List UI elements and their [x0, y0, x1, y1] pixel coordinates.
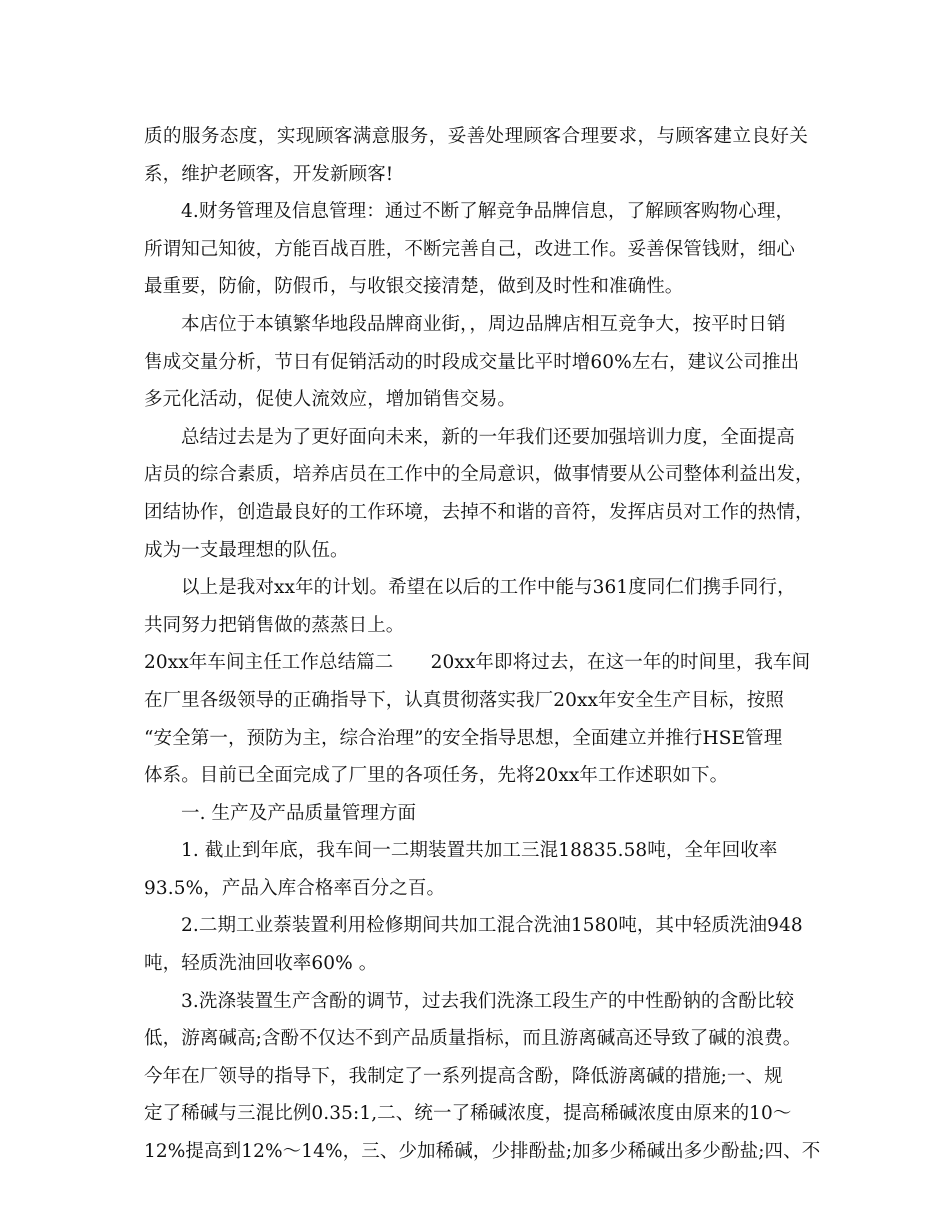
text-line: 成为一支最理想的队伍。	[144, 539, 349, 561]
text-line: “安全第一，预防为主，综合治理”的安全指导思想，全面建立并推行HSE管理	[144, 727, 783, 749]
text-line: 93.5%，产品入库合格率百分之百。	[144, 877, 446, 899]
paragraph-start: 总结过去是为了更好面向未来，新的一年我们还要加强培训力度，全面提高	[181, 426, 795, 448]
text-line: 在厂里各级领导的正确指导下，认真贯彻落实我厂20xx年安全生产目标，按照	[144, 689, 785, 711]
paragraph-start: 2.二期工业萘装置利用检修期间共加工混合洗油1580吨，其中轻质洗油948	[181, 915, 803, 937]
text-line: 低，游离碱高;含酚不仅达不到产品质量指标，而且游离碱高还导致了碱的浪费。	[144, 1028, 802, 1050]
text-line: 今年在厂领导的指导下，我制定了一系列提高含酚，降低游离碱的措施;一、规	[144, 1065, 783, 1087]
text-line: 共同努力把销售做的蒸蒸日上。	[144, 614, 405, 636]
document-body	[144, 118, 821, 1171]
paragraph-start: 3.洗涤装置生产含酚的调节，过去我们洗涤工段生产的中性酚钠的含酚比较	[181, 990, 795, 1012]
section-heading-line: 20xx年车间主任工作总结篇二 20xx年即将过去，在这一年的时间里，我车间	[144, 652, 811, 674]
text-line: 最重要，防偷，防假币，与收银交接清楚，做到及时性和准确性。	[144, 276, 684, 298]
text-line: 多元化活动，促使人流效应，增加销售交易。	[144, 389, 517, 411]
text-line: 体系。目前已全面完成了厂里的各项任务，先将20xx年工作述职如下。	[144, 765, 729, 787]
subsection-heading: 一. 生产及产品质量管理方面	[181, 802, 417, 824]
text-line: 系，维护老顾客，开发新顾客!	[144, 163, 394, 185]
paragraph-start: 1. 截止到年底，我车间一二期装置共加工三混18835.58吨，全年回收率	[181, 840, 778, 862]
text-line: 质的服务态度，实现顾客满意服务，妥善处理顾客合理要求，与顾客建立良好关	[144, 126, 808, 147]
text-line: 所谓知己知彼，方能百战百胜，不断完善自己，改进工作。妥善保管钱财，细心	[144, 238, 796, 260]
text-line: 售成交量分析，节日有促销活动的时段成交量比平时增60%左右，建议公司推出	[144, 351, 800, 373]
paragraph-start: 以上是我对xx年的计划。希望在以后的工作中能与361度同仁们携手同行，	[181, 577, 796, 599]
text-line: 吨，轻质洗油回收率60% 。	[144, 953, 378, 975]
text-line: 12%提高到12%～14%，三、少加稀碱，少排酚盐;加多少稀碱出多少酚盐;四、不	[144, 1141, 821, 1163]
paragraph-start: 4.财务管理及信息管理：通过不断了解竞争品牌信息，了解顾客购物心理，	[181, 201, 795, 223]
text-line: 店员的综合素质，培养店员在工作中的全局意识，做事情要从公司整体利益出发，	[144, 464, 814, 486]
paragraph-start: 本店位于本镇繁华地段品牌商业街，，周边品牌店相互竞争大，按平时日销	[181, 313, 786, 335]
text-line: 团结协作，创造最良好的工作环境，去掉不和谐的音符，发挥店员对工作的热情，	[144, 501, 814, 523]
text-line: 定了稀碱与三混比例0.35:1,二、统一了稀碱浓度，提高稀碱浓度由原来的10～	[144, 1103, 792, 1125]
